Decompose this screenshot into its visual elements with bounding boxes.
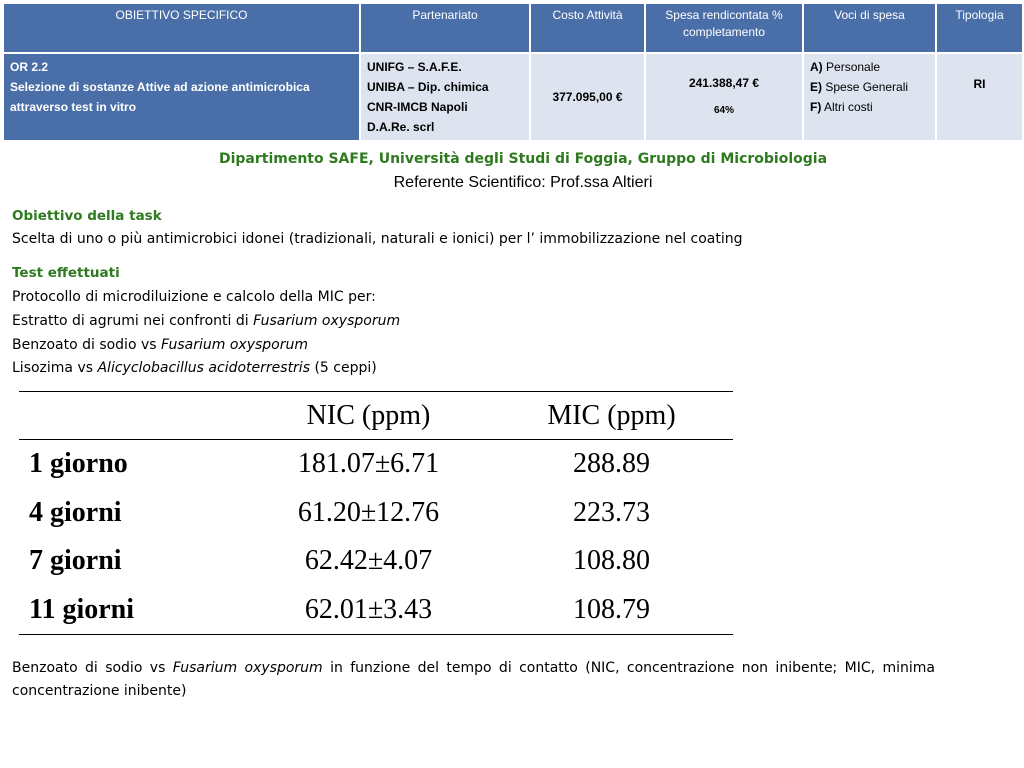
row-label: 7 giorni: [29, 545, 122, 577]
expense-items-cell: [803, 53, 936, 141]
partner: UNIBA – Dip. chimica: [367, 80, 489, 94]
partners-cell: [360, 53, 530, 141]
nic-value: 62.01±3.43: [247, 586, 490, 635]
type-cell: RI: [936, 53, 1023, 141]
department-title: Dipartimento SAFE, Università degli Studi di Foggia, Gruppo di Microbiologia: [218, 151, 828, 167]
results-header-empty: [19, 392, 247, 440]
completion-value: 64%: [713, 105, 734, 116]
expense-item: E) Spese Generali: [810, 80, 909, 94]
header-tipologia: Tipologia: [936, 3, 1023, 53]
nic-value: 62.42±4.07: [304, 545, 433, 577]
results-header-mic: MIC (ppm): [490, 392, 733, 440]
table-row: [19, 440, 733, 489]
header-spesa: Spesa rendicontata % completamento: [645, 3, 803, 53]
nic-value: 181.07±6.71: [297, 448, 440, 480]
row-label: 4 giorni: [29, 496, 122, 528]
objective-title: Selezione di sostanze Attive ad azione antimicrobica attraverso test in vitro: [10, 80, 310, 114]
mic-value: 108.79: [490, 586, 733, 635]
row-label: 1 giorno: [29, 448, 128, 480]
partner: D.A.Re. scrl: [367, 120, 435, 134]
mic-value: 223.73: [573, 496, 650, 528]
header-voci: Voci di spesa: [803, 3, 936, 53]
table-row: [19, 489, 733, 538]
header-obiettivo: OBIETTIVO SPECIFICO: [3, 3, 360, 53]
partner: UNIFG – S.A.F.E.: [367, 60, 462, 74]
tests-title: Test effettuati: [12, 265, 120, 281]
tests-intro: Protocollo di microdiluizione e calcolo della MIC per:: [12, 289, 376, 305]
results-header-nic: NIC (ppm): [247, 392, 490, 440]
expense-item: F) Altri costi: [810, 100, 873, 114]
objective-code: OR 2.2: [10, 60, 49, 74]
referent: Referente Scientifico: Prof.ssa Altieri: [393, 174, 653, 191]
results-table: [19, 391, 733, 635]
test-item: Lisozima vs Alicyclobacillus acidoterrestris (5 ceppi): [12, 360, 377, 376]
project-table: [2, 2, 1024, 142]
header-costo: Costo Attività: [530, 3, 645, 53]
spent-value: 241.388,47 €: [688, 76, 760, 90]
mic-value: 288.89: [573, 448, 650, 480]
header-partenariato: Partenariato: [360, 3, 530, 53]
objective-cell: [3, 53, 360, 141]
table-row: [19, 537, 733, 586]
test-item: Benzoato di sodio vs Fusarium oxysporum: [12, 337, 308, 353]
spent-cell: [645, 53, 803, 141]
test-item: Estratto di agrumi nei confronti di Fusarium oxysporum: [12, 313, 401, 329]
task-text: Scelta di uno o più antimicrobici idonei (tradizionali, naturali e ionici) per l’ immobilizzazione nel coating: [12, 231, 743, 247]
results-caption: Benzoato di sodio vs Fusarium oxysporum in funzione del tempo di contatto (NIC, concentrazione non inibente; MIC, minima concentrazione inibente): [12, 660, 935, 699]
nic-value: 61.20±12.76: [297, 496, 440, 528]
cost-cell: 377.095,00 €: [530, 53, 645, 141]
partner: CNR-IMCB Napoli: [367, 100, 468, 114]
expense-item: A) Personale: [810, 60, 881, 74]
table-row: [19, 586, 733, 635]
task-title: Obiettivo della task: [12, 208, 162, 224]
mic-value: 108.80: [573, 545, 650, 577]
row-label: 11 giorni: [19, 586, 247, 635]
